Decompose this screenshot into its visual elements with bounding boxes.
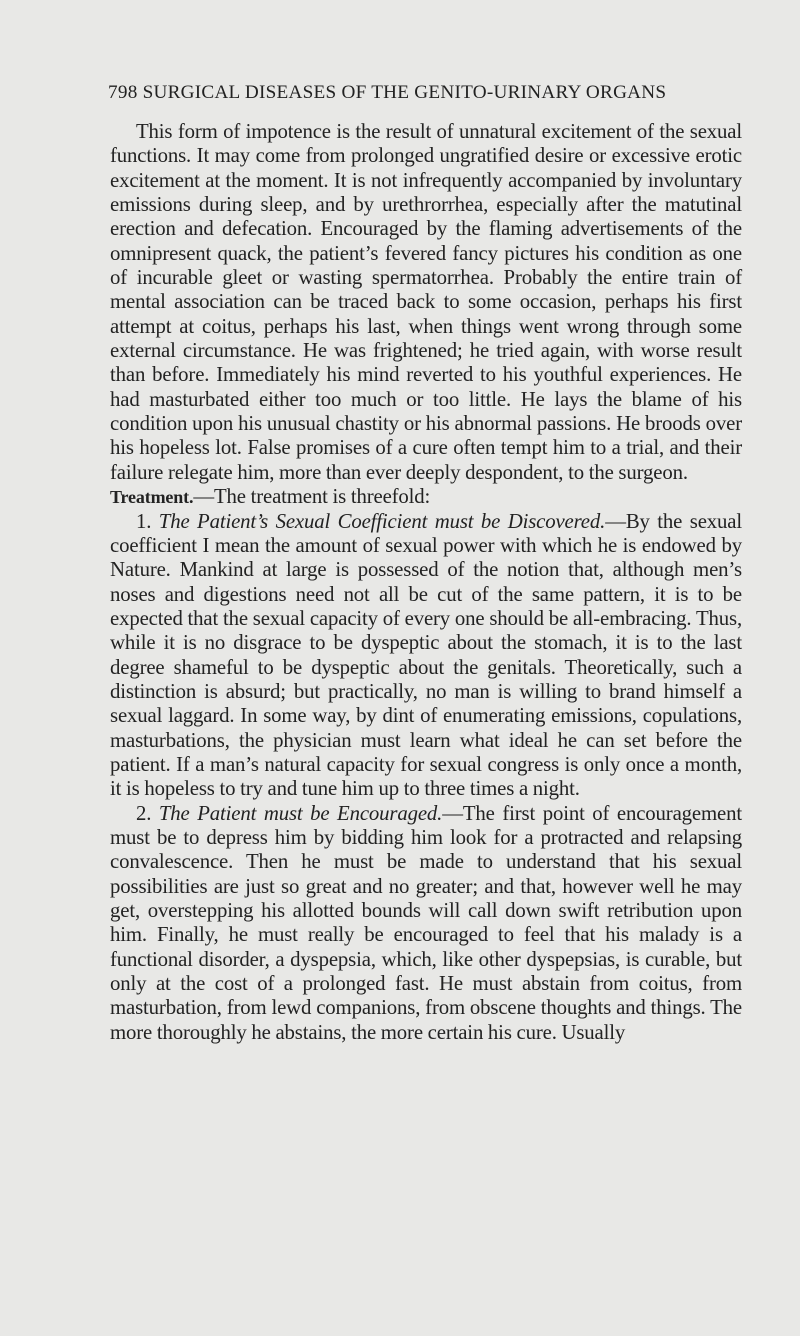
- body-text: [110, 120, 742, 1045]
- paragraph-intro: This form of impotence is the result of unnatural excitement of the sexual functions. It may come from prolonged ungratified desire or excessive erotic excitement at the moment. It is not infrequently accompanied by involuntary emissions during sleep, and by urethrorrhea, especially after the matutinal erection and defecation. Encouraged by the flaming advertisements of the omnipresent quack, the patient’s fevered fancy pictures his condition as one of incurable gleet or wasting spermatorrhea. Probably the entire train of mental association can be traced back to some occasion, perhaps his first attempt at coitus, perhaps his last, when things went wrong through some external circumstance. He was frightened; he tried again, with worse result than before. Immediately his mind reverted to his youthful experiences. He had masturbated either too much or too little. He lays the blame of his condition upon his unusual chastity or his abnormal passions. He broods over his hopeless lot. False promises of a cure often tempt him to a trial, and their failure relegate him, more than ever deeply despondent, to the surgeon.: [110, 120, 742, 484]
- section-1-title: The Patient’s Sexual Coefficient must be Discovered.: [158, 509, 606, 533]
- running-header: [108, 82, 748, 104]
- treatment-heading: Treatment.: [110, 487, 194, 508]
- section-2-title: The Patient must be Encouraged.: [158, 801, 443, 825]
- section-1-number: 1.: [136, 509, 159, 533]
- treatment-text: —The treatment is threefold:: [193, 485, 431, 509]
- paragraph-section-1: [110, 510, 742, 802]
- running-title: SURGICAL DISEASES OF THE GENITO-URINARY ORGANS: [142, 82, 667, 103]
- section-2-text: —The first point of encouragement must be to depress him by bidding him look for a protracted and relapsing convalescence. Then he must be made to understand that his sexual possibilities are just so great and no greater; and that, however well he may get, overstepping his allotted bounds will call down swift retribution upon him. Finally, he must really be encouraged to feel that his malady is a functional disorder, a dyspepsia, which, like other dyspepsias, is curable, but only at the cost of a prolonged fast. He must abstain from coitus, from masturbation, from lewd companions, from obscene thoughts and things. The more thoroughly he abstains, the more certain his cure. Usually: [110, 801, 742, 1044]
- page-number: 798: [108, 82, 138, 103]
- paragraph-treatment: [110, 485, 742, 509]
- section-1-text: —By the sexual coefficient I mean the amount of sexual power with which he is endowed by Nature. Mankind at large is possessed of the notion that, although men’s noses and digestions need not all be cut of the same pattern, it is to be expected that the sexual capacity of every one should be all-embracing. Thus, while it is no disgrace to be dyspeptic about the stomach, it is to the last degree shameful to be dyspeptic about the genitals. Theoretically, such a distinction is absurd; but practically, no man is willing to brand himself a sexual laggard. In some way, by dint of enumerating emissions, copulations, masturbations, the physician must learn what ideal he can set before the patient. If a man’s natural capacity for sexual congress is only once a month, it is hopeless to try and tune him up to three times a night.: [110, 509, 742, 801]
- paragraph-section-2: [110, 802, 742, 1045]
- section-2-number: 2.: [136, 801, 159, 825]
